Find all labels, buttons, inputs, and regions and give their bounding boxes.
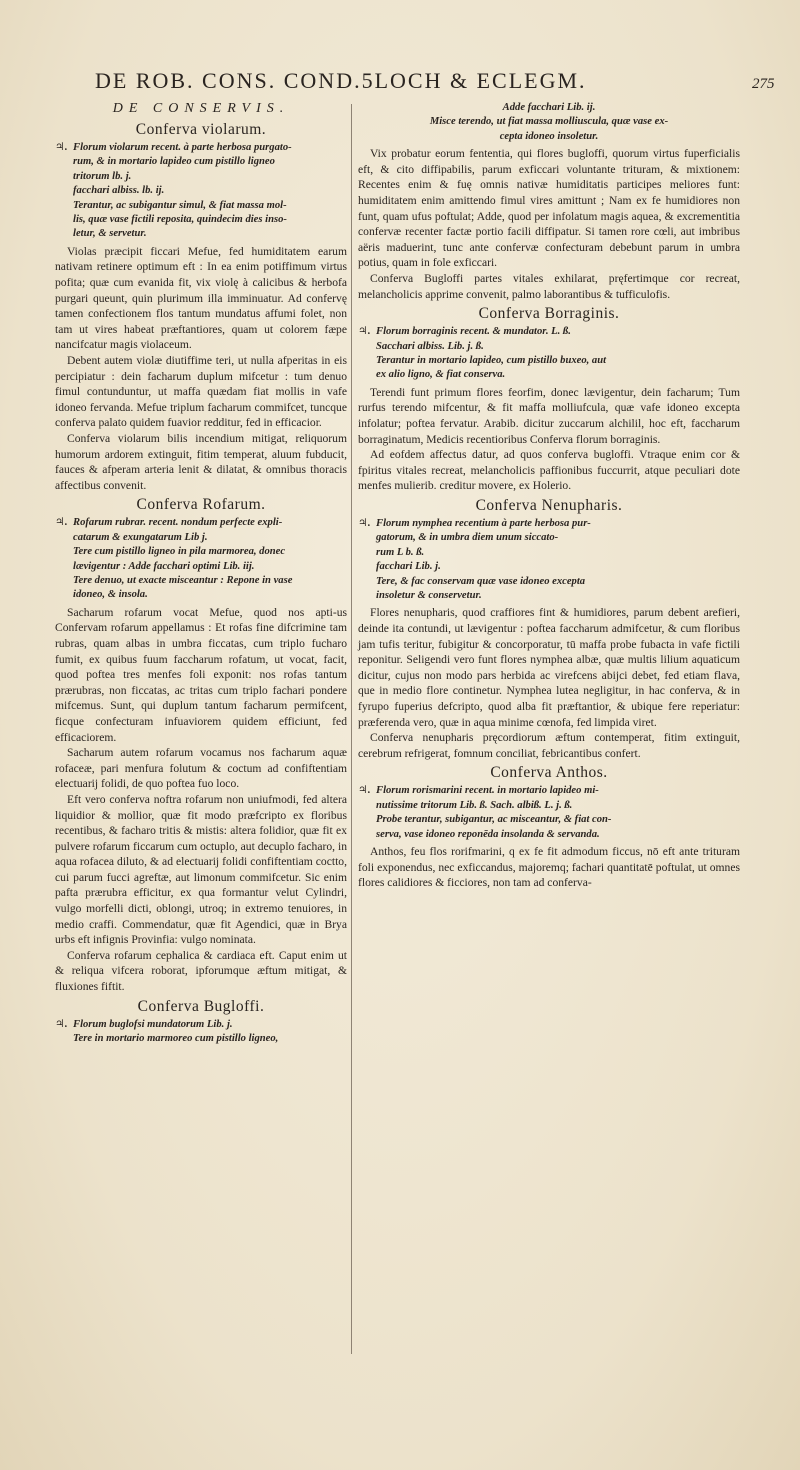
paragraph: Anthos, feu flos rorifmarini, q ex fe fit admodum ficcus, nō eft ante trituram foli exponendus, nec exficcandus, majoremq; fachari quantitatē poftulat, ut omnes flores calidiores & ficciores, non tam ad conferva- — [358, 844, 740, 890]
paragraph: Flores nenupharis, quod craffiores fint & humidiores, parum debent arefieri, deinde ita contundi, ut lævigentur : poftea faccharum admifcetur, & cum floribus jam tufis teritur, fubigitur & concorporatur, tū maffa probe fubacta in vafe fictili reponitur. Seligendi vero funt flores nymphea albæ, quæ multis lilium aquaticum dicitur, cujus non modo pars herbida ac virefcens abijci debet, fed etiam flava, que in medio flore continetur. Nymphea lutea negligitur, in hac conferva, & in fyrupo fuperius defcripto, quod alba fit præftantior, & ubique fere reperiatur: præferenda vero, quæ in aqua minime cœnofa, fed limpida viret. — [358, 606, 740, 729]
recipe-nenupharis: ♃. Florum nymphea recentium à parte herbosa pur- gatorum, & in umbra diem unum siccato- rum L b. ß. facchari Lib. j. Tere, & fac conservam quæ vase idoneo excepta insoletur & conservetur. — [358, 517, 591, 601]
paragraph: Violas præcipit ficcari Mefue, fed humiditatem earum nativam retinere optimum eft : In ea enim potiffimum virtus pofita; quæ cum evanida fit, vix violę à calicibus & herbofa purgari queunt, quin plurimum illa imminuatur. Ad confervę tamen confectionem flos tantum mundatus affumi folet, non tam ut vires habeat præftantiores, quam ut colorem fæpe nancifcatur magis violaceum. — [55, 244, 347, 352]
paragraph: Ad eofdem affectus datur, ad quos conferva bugloffi. Vtraque enim cor & fpiritus vitales recreat, melancholicis paffionibus fuccurrit, atque peculiari dote menfes mulierib. creditur movere, ex Holerio. — [358, 448, 740, 493]
heading-conserva-buglossi: Conferva Bugloffi. — [137, 997, 265, 1015]
heading-conserva-anthos: Conferva Anthos. — [490, 764, 608, 782]
page-number: 275 — [752, 76, 775, 92]
section-title: DE CONSERVIS. — [112, 101, 290, 116]
paragraph: Eft vero conferva noftra rofarum non uniufmodi, fed altera liquidior & mollior, quæ fit modo præfcripto ex floribus recentibus, & facharo tritis & mistis: altera folidior, quæ fit ex pulvere rofarum ficcarum cum octuplo, aut decuplo facharo, in aqua rofacea diluto, & ad electuarij folidi confiftentiam coctto, cui parum fucci agreftæ, aut limonum commifcetur. Sic enim pafta prærubra efficitur, ex qua formantur velut Cylindri, vulgo morfelli dicti, oblongi, utroq; in extremo tenuiores, in medio craffi. Commendatur, quæ fit Agendici, quæ in Brya urbs eft infignis Provinfia: vulgo nominata. — [55, 792, 347, 947]
paragraph: Sacharum rofarum vocat Mefue, quod nos apti-us Confervam rofarum appellamus : Et rofas fine difcrimine tam rubras, quam albas in umbra ficcatas, cum triplo fucharo fumit, ex quibus fuum faccharum rofatum, ut vocat, facit, quod poftea tres menfes foli exponit: nos rofas tantum prærubras, non ficcatas, ac tritas cum triplo fachari pondere mifcemus. Sunt, qui duplum tantum facharum permifcent, ficque confecturam infuaviorem quidem efficiunt, fed efficaciorem. — [55, 605, 347, 744]
paragraph: Sacharum autem rofarum vocamus nos facharum aquæ rofaceæ, pari menfura folutum & coctum ad confiftentiam electuarij folidi, de quo poftea fuo loco. — [55, 746, 347, 791]
running-head: DE ROB. CONS. COND.5LOCH & ECLEGM. — [95, 68, 587, 93]
column-divider — [351, 104, 352, 1354]
heading-conserva-violarum: Conferva violarum. — [135, 121, 267, 138]
paragraph: Vix probatur eorum fententia, qui flores bugloffi, quorum virtus fuperficialis eft, & cito diffipabilis, parum exficcari voluntante trituram, & mixtionem: Recentes enim & fuę omnis nativæ humiditatis participes meliores funt: humiditatem enim amittendo fimul vires amittunt ; Nam ex fe humidiores non funt, quam ufus poftulat; Adde, quod per infolatum magis aquea, & excrementitia confervæ recenter factæ portio facili diffipatur. Si tamen rore cœli, aut imbribus aëris maduerint, tunc ante confervæ confecturam debebunt parum in umbra potius, quam in fole exficcari. — [358, 147, 740, 270]
left-column — [55, 100, 347, 1048]
recipe-symbol: ♃. — [55, 142, 68, 153]
paragraph: Debent autem violæ diutiffime teri, ut nulla afperitas in eis percipiatur : dein facharum duplum mifcetur : tum denuo fimul contunduntur, ut maffa quædam fiat mollis in vafe idoneo fervanda. Mefue triplum facharum commifcet, tuncque conferva palato quidem fuavior redditur, fed in efficacior. — [55, 354, 347, 430]
recipe-buglossi: ♃. Florum buglofsi mundatorum Lib. j. Tere in mortario marmoreo cum pistillo ligneo, — [55, 1018, 279, 1045]
right-column — [358, 100, 740, 891]
paragraph: Conferva violarum bilis incendium mitigat, reliquorum humorum ardorem extinguit, fitim temperat, aluum fubducit, fauces & afperam arteria lenit & dilatat, & omnibus thoracis affectibus convenit. — [55, 431, 347, 492]
recipe-violarum: ♃. Florum violarum recent. à parte herbosa purgato- rum, & in mortario lapideo cum pistillo ligneo tritorum lb. j. facchari albiss. lb. ij. Terantur, ac subigantur simul, & fiat massa mol- lis, quæ vase fictili reposita, quindecim dies inso- letur, & servetur. — [55, 142, 292, 240]
recipe-rosarum: ♃. Rofarum rubrar. recent. nondum perfecte expli- catarum & exungatarum Lib j. Tere cum pistillo ligneo in pila marmorea, donec lævigentur : Adde facchari optimi Lib. iij. Tere denuo, ut exacte misceantur : Repone in vase idoneo, & insola. — [55, 517, 293, 601]
paragraph: Conferva rofarum cephalica & cardiaca eft. Caput enim ut & reliqua vifcera roborat, ipforumque æftum mitigat, & fluxiones fiftit. — [55, 948, 347, 994]
recipe-buglossi-continued: Adde facchari Lib. ij. Misce terendo, ut fiat massa molliuscula, quæ vase ex- cepta idoneo insoletur. — [429, 102, 669, 142]
recipe-anthos: ♃. Florum rorismarini recent. in mortario lapideo mi- nutissime tritorum Lib. ß. Sach. albiß. L. j. ß. Probe terantur, subigantur, ac misceantur, & fiat con- serva, vase idoneo reponēda insolanda & servanda. — [358, 785, 612, 840]
paragraph: Conferva nenupharis pręcordiorum æftum contemperat, fitim extinguit, cerebrum refrigerat, fomnum conciliat, febricantibus confert. — [358, 731, 740, 760]
heading-conserva-rosarum: Conferva Rofarum. — [136, 496, 266, 514]
heading-conserva-nenupharis: Conferva Nenupharis. — [475, 496, 623, 514]
paragraph: Conferva Bugloffi partes vitales exhilarat, pręfertimque cor recreat, melancholicis apprime convenit, palmo laborantibus & tufficulofis. — [358, 271, 740, 301]
recipe-borraginis: ♃. Florum borraginis recent. & mundator. L. ß. Sacchari albiss. Lib. j. ß. Terantur in mortario lapideo, cum pistillo buxeo, aut ex alio ligno, & fiat conserva. — [358, 326, 607, 381]
paragraph: Terendi funt primum flores feorfim, donec lævigentur, dein facharum; Tum rurfus terendo mifcentur, & fit maffa molliufcula, quæ vafe idoneo excepta infolatur; poftea fervatur. Arabib. dicitur zuccarum alchilil, hoc eft, faccharum borraginatum, Medicis recentioribus Conferva florum borraginis. — [358, 385, 740, 446]
heading-conserva-borraginis: Conferva Borraginis. — [478, 305, 620, 323]
